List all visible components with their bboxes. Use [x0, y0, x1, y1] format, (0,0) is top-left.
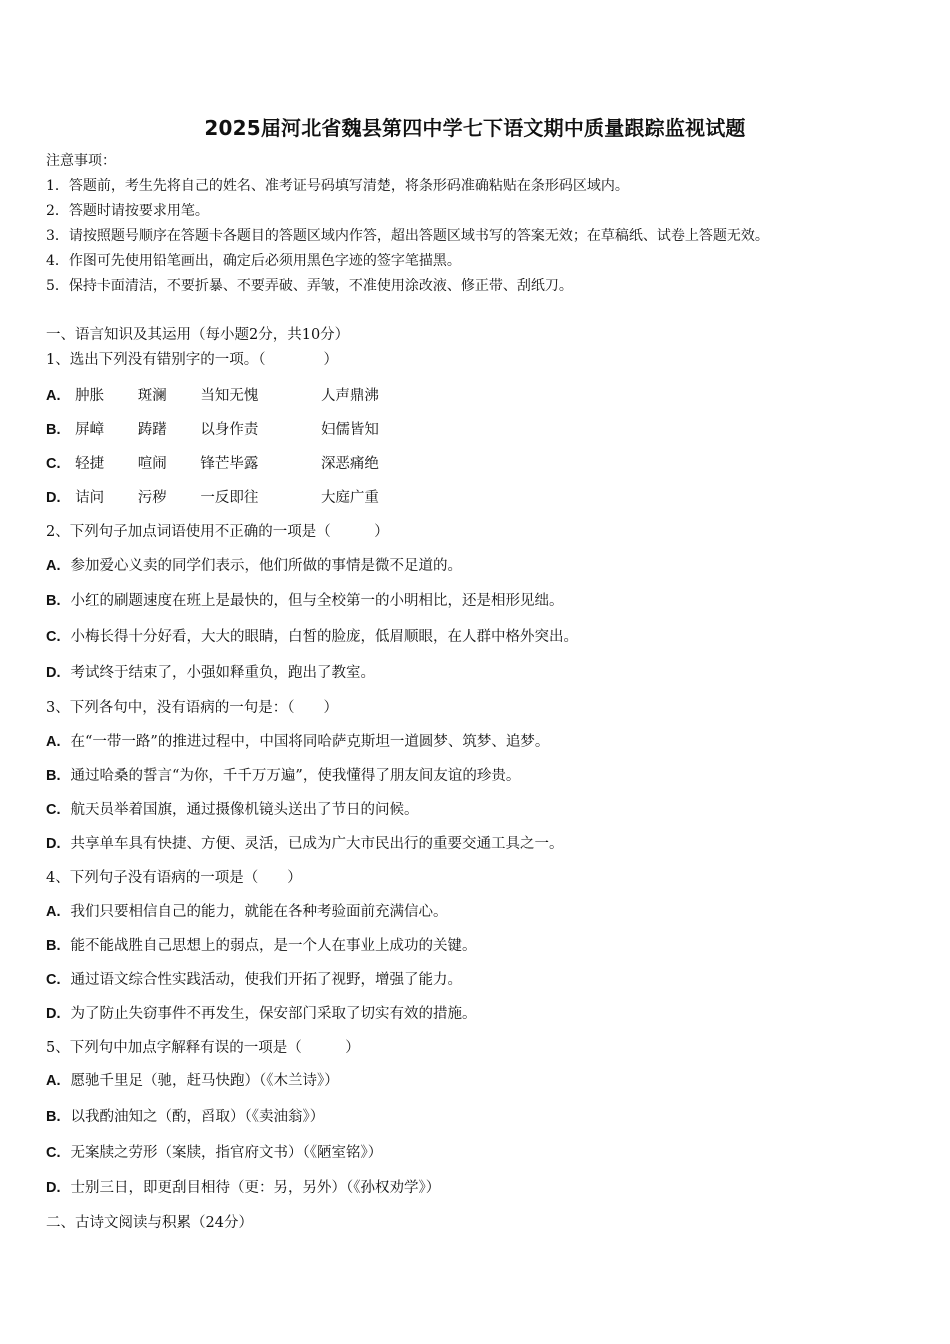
option-row: [46, 423, 379, 438]
option-label: B.: [46, 422, 61, 438]
question-stem: 2、下列句子加点词语使用不正确的一项是（ ）: [46, 524, 389, 540]
option-word: 当知无愧: [200, 388, 259, 404]
option-row: [46, 769, 520, 784]
option-text: 共享单车具有快捷、方便、灵活，已成为广大市民出行的重要交通工具之一。: [70, 836, 564, 852]
question-stem: 5、下列句中加点字解释有误的一项是（ ）: [46, 1040, 360, 1056]
option-row: [46, 1181, 440, 1196]
option-word: 喧闹: [137, 456, 167, 472]
option-word: 肿胀: [75, 388, 105, 404]
option-text: 士别三日，即更刮目相待（更：另，另外）（《孙权劝学》）: [70, 1180, 441, 1196]
option-word: 一反即往: [200, 490, 259, 506]
option-row: [46, 1074, 339, 1089]
option-row: [46, 1146, 382, 1161]
option-text: 在“一带一路”的推进过程中，中国将同哈萨克斯坦一道圆梦、筑梦、追梦。: [70, 734, 550, 750]
option-label: B.: [46, 768, 61, 784]
option-label: D.: [46, 1006, 61, 1022]
option-label: A.: [46, 558, 61, 574]
option-label: B.: [46, 938, 61, 954]
option-word: 诘问: [75, 490, 105, 506]
option-text: 小梅长得十分好看，大大的眼睛，白皙的脸庞，低眉顺眼，在人群中格外突出。: [70, 629, 578, 645]
notice-item: 2．答题时请按要求用笔。: [46, 203, 209, 219]
option-label: B.: [46, 1109, 61, 1125]
option-word: 污秽: [137, 490, 167, 506]
option-row: [46, 389, 379, 404]
option-label: D.: [46, 490, 61, 506]
option-label: A.: [46, 904, 61, 920]
question-stem: 1、选出下列没有错别字的一项。（ ）: [46, 352, 338, 368]
option-word: 斑澜: [137, 388, 167, 404]
option-row: [46, 559, 462, 574]
option-word: 深恶痛绝: [320, 456, 379, 472]
question-stem: 4、下列句子没有语病的一项是（ ）: [46, 870, 302, 886]
option-word: 人声鼎沸: [320, 388, 379, 404]
option-word: 踌躇: [137, 422, 167, 438]
option-row: [46, 1007, 477, 1022]
option-word: 妇儒皆知: [320, 422, 379, 438]
option-text: 无案牍之劳形（案牍，指官府文书）（《陋室铭》）: [70, 1145, 383, 1161]
option-row: [46, 630, 578, 645]
option-label: D.: [46, 836, 61, 852]
option-label: C.: [46, 972, 61, 988]
option-text: 能不能战胜自己思想上的弱点，是一个人在事业上成功的关键。: [70, 938, 477, 954]
option-row: [46, 905, 448, 920]
option-word: 轻捷: [75, 456, 105, 472]
option-label: C.: [46, 629, 61, 645]
option-row: [46, 1110, 324, 1125]
section-heading-1: 一、语言知识及其运用（每小题2分，共10分）: [46, 327, 350, 343]
option-label: D.: [46, 1180, 61, 1196]
option-word: 屏嶂: [75, 422, 105, 438]
option-row: [46, 666, 375, 681]
option-label: A.: [46, 388, 61, 404]
option-text: 我们只要相信自己的能力，就能在各种考验面前充满信心。: [70, 904, 448, 920]
option-label: D.: [46, 665, 61, 681]
option-word: 以身作责: [200, 422, 259, 438]
option-row: [46, 457, 379, 472]
option-label: C.: [46, 802, 61, 818]
option-row: [46, 803, 419, 818]
option-row: [46, 973, 462, 988]
option-text: 为了防止失窃事件不再发生，保安部门采取了切实有效的措施。: [70, 1006, 477, 1022]
notice-heading: 注意事项：: [46, 153, 116, 169]
option-label: B.: [46, 593, 61, 609]
option-text: 愿驰千里足（驰，赶马快跑）（《木兰诗》）: [70, 1073, 339, 1089]
option-label: A.: [46, 1073, 61, 1089]
option-text: 航天员举着国旗，通过摄像机镜头送出了节日的问候。: [70, 802, 419, 818]
option-text: 小红的刷题速度在班上是最快的，但与全校第一的小明相比，还是相形见绌。: [70, 593, 564, 609]
question-stem: 3、下列各句中，没有语病的一句是：（ ）: [46, 700, 338, 716]
page-title: 2025届河北省魏县第四中学七下语文期中质量跟踪监视试题: [204, 116, 746, 140]
option-label: C.: [46, 456, 61, 472]
notice-item: 5．保持卡面清洁，不要折暴、不要弄破、弄皱，不准使用涂改液、修正带、刮纸刀。: [46, 278, 573, 294]
option-row: [46, 735, 549, 750]
option-text: 参加爱心义卖的同学们表示，他们所做的事情是微不足道的。: [70, 558, 462, 574]
option-row: [46, 491, 379, 506]
option-row: [46, 837, 564, 852]
section-heading-2: 二、古诗文阅读与积累（24分）: [46, 1215, 253, 1231]
option-text: 通过哈桑的誓言“为你，千千万万遍”，使我懂得了朋友间友谊的珍贵。: [70, 768, 521, 784]
notice-item: 4．作图可先使用铅笔画出，确定后必须用黑色字迹的签字笔描黑。: [46, 253, 461, 269]
option-label: C.: [46, 1145, 61, 1161]
notice-item: 3．请按照题号顺序在答题卡各题目的答题区域内作答，超出答题区域书写的答案无效；在草稿纸、试卷上答题无效。: [46, 228, 769, 244]
option-text: 以我酌油知之（酌，舀取）（《卖油翁》）: [70, 1109, 325, 1125]
option-text: 考试终于结束了，小强如释重负，跑出了教室。: [70, 665, 375, 681]
option-row: [46, 594, 564, 609]
option-row: [46, 939, 477, 954]
notice-item: 1．答题前，考生先将自己的姓名、准考证号码填写清楚，将条形码准确粘贴在条形码区域内。: [46, 178, 629, 194]
option-word: 锋芒毕露: [200, 456, 259, 472]
option-label: A.: [46, 734, 61, 750]
option-text: 通过语文综合性实践活动，使我们开拓了视野，增强了能力。: [70, 972, 462, 988]
option-word: 大庭广重: [320, 490, 379, 506]
